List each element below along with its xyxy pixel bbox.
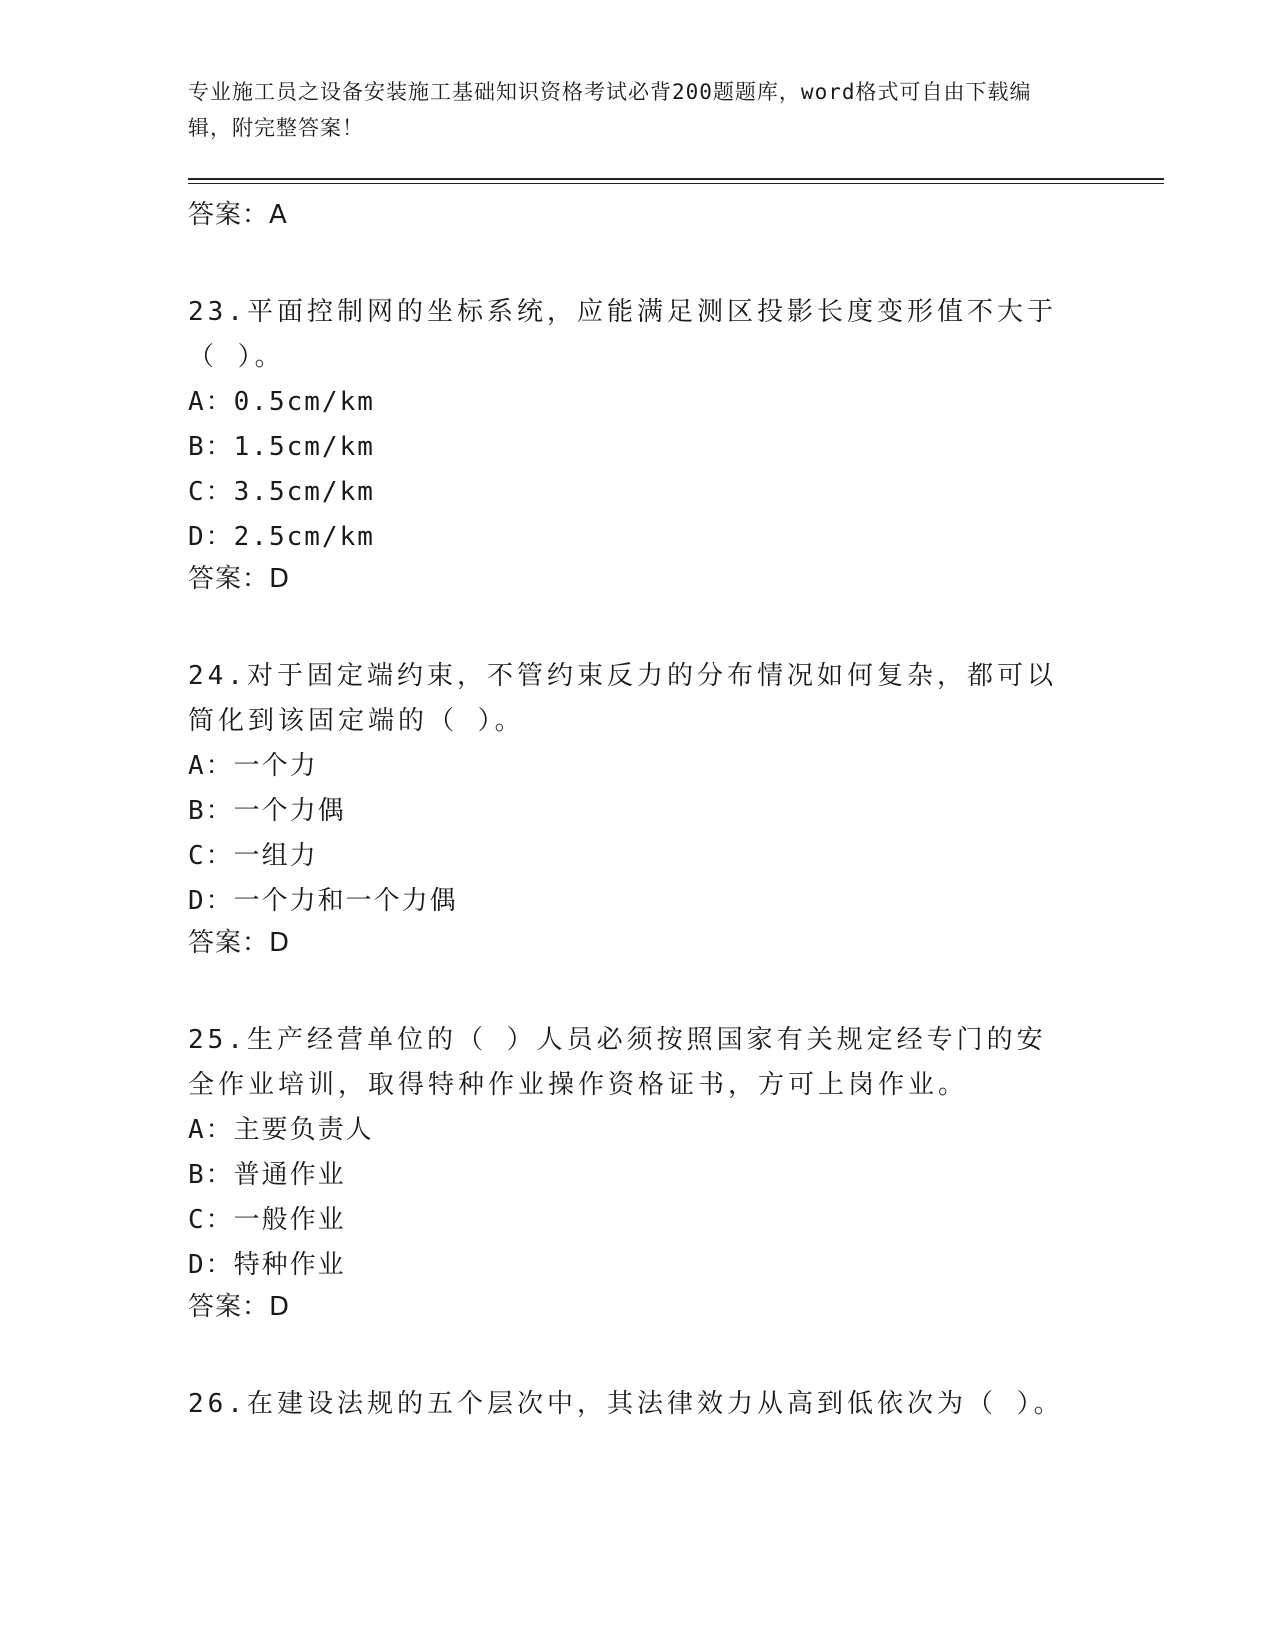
answer-line: 答案：D — [188, 928, 291, 958]
option-d: D：2.5cm/km — [188, 522, 375, 552]
question-24 — [188, 654, 1164, 962]
question-25 — [188, 1018, 1164, 1326]
option-a: A：0.5cm/km — [188, 387, 375, 417]
option-a: A：主要负责人 — [188, 1115, 374, 1145]
header-divider — [188, 178, 1164, 184]
answer-line: 答案：A — [188, 200, 288, 230]
question-text: 26.在建设法规的五个层次中，其法律效力从高到低依次为（ ）。 — [188, 1389, 1064, 1419]
question-text: 24.对于固定端约束，不管约束反力的分布情况如何复杂，都可以简化到该固定端的（ ）。 — [188, 661, 1057, 736]
answer-line: 答案：D — [188, 1292, 291, 1322]
question-26 — [188, 1382, 1164, 1427]
option-c: C：一般作业 — [188, 1205, 346, 1235]
answer-line: 答案：D — [188, 564, 291, 594]
question-23 — [188, 290, 1164, 598]
option-b: B：1.5cm/km — [188, 432, 375, 462]
option-c: C：3.5cm/km — [188, 477, 375, 507]
option-b: B：一个力偶 — [188, 796, 346, 826]
option-b: B：普通作业 — [188, 1160, 346, 1190]
option-d: D：特种作业 — [188, 1250, 346, 1280]
document-page — [188, 74, 1164, 1427]
document-header: 专业施工员之设备安装施工基础知识资格考试必背200题题库，word格式可自由下载编辑，附完整答案！ — [188, 80, 1032, 140]
option-c: C：一组力 — [188, 841, 318, 871]
question-text: 23.平面控制网的坐标系统，应能满足测区投影长度变形值不大于（ ）。 — [188, 297, 1057, 372]
option-d: D：一个力和一个力偶 — [188, 886, 458, 916]
option-a: A：一个力 — [188, 751, 318, 781]
question-text: 25.生产经营单位的（ ）人员必须按照国家有关规定经专门的安全作业培训，取得特种作业操作资格证书，方可上岗作业。 — [188, 1025, 1047, 1100]
